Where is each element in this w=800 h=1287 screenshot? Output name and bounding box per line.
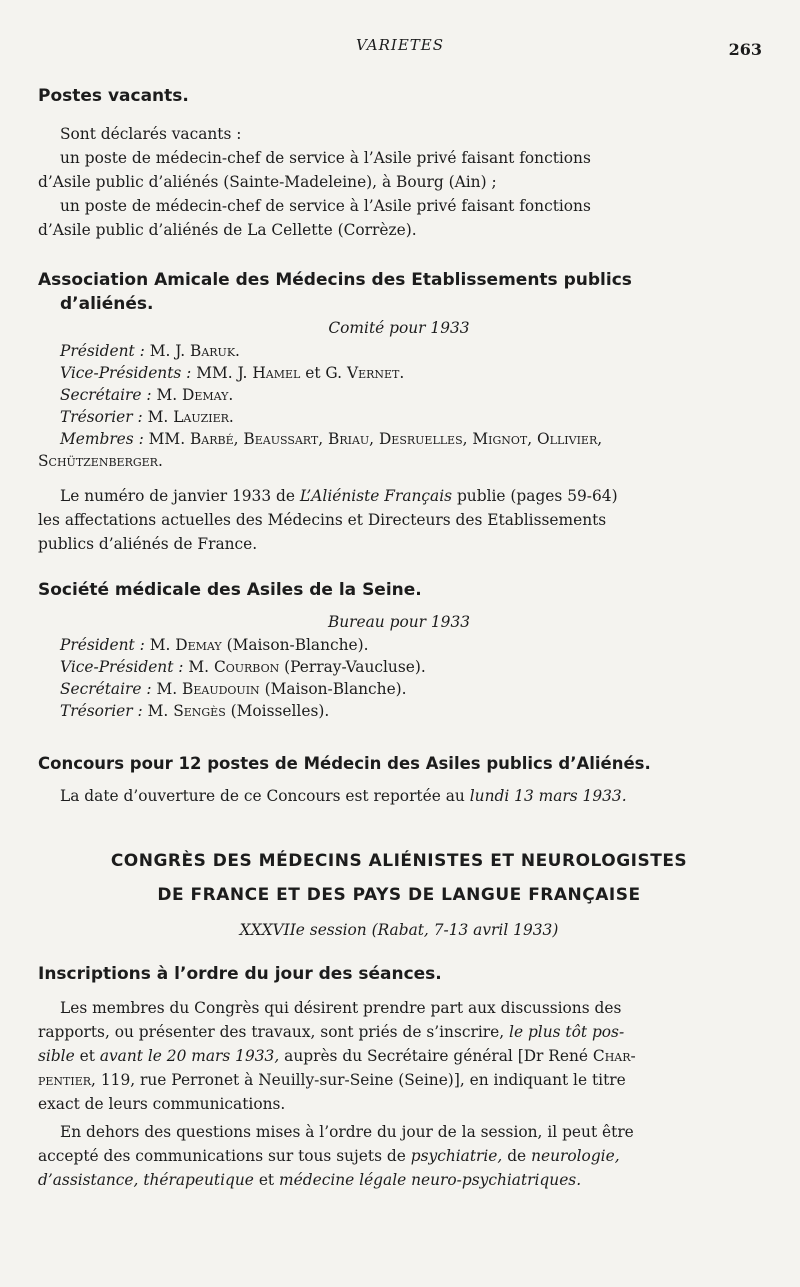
association-tresorier: Trésorier : M. Lauzier. (60, 408, 234, 426)
inscriptions-heading: Inscriptions à l’ordre du jour des séances. (38, 964, 442, 984)
societe-heading: Société médicale des Asiles de la Seine. (38, 580, 422, 600)
person-name: Demay (175, 636, 222, 654)
postes-intro: Sont déclarés vacants : (60, 125, 242, 143)
association-note-line3: publics d’aliénés de France. (38, 535, 258, 553)
association-vice-presidents: Vice-Présidents : MM. J. Hamel et G. Vernet. (60, 364, 405, 382)
role-label: Secrétaire : (60, 680, 152, 698)
concours-date: lundi 13 mars 1933. (469, 787, 627, 805)
page-content (38, 80, 760, 1192)
person-name: Beaudouin (182, 680, 260, 698)
person-name: Char- (592, 1047, 636, 1065)
person-name: Hamel (252, 364, 301, 382)
societe-vice-president: Vice-Président : M. Courbon (Perray-Vaucluse). (60, 658, 426, 676)
association-note-line2: les affectations actuelles des Médecins et Directeurs des Etablissements (38, 511, 607, 529)
postes-heading: Postes vacants. (38, 86, 189, 106)
role-label: Trésorier : (60, 702, 143, 720)
postes-item2-line1: un poste de médecin-chef de service à l’Asile privé faisant fonctions (60, 197, 591, 215)
association-membres: Membres : MM. Barbé, Beaussart, Briau, Desruelles, Mignot, Ollivier, (60, 430, 603, 448)
role-label: Vice-Président : (60, 658, 184, 676)
association-president: Président : M. J. Baruk. (60, 342, 240, 360)
role-label: Trésorier : (60, 408, 143, 426)
person-name: Sengès (173, 702, 226, 720)
inscriptions-p2-line2: accepté des communications sur tous sujets de psychiatrie, de neurologie, (38, 1147, 620, 1165)
role-label: Membres : (60, 430, 144, 448)
person-name: Demay. (182, 386, 234, 404)
concours-heading: Concours pour 12 postes de Médecin des Asiles publics d’Aliénés. (38, 754, 651, 773)
association-membres-line2: Schützenberger. (38, 452, 163, 470)
person-name: Baruk. (190, 342, 240, 360)
postes-item2-line2: d’Asile public d’aliénés de La Cellette (Corrèze). (38, 221, 417, 239)
societe-president: Président : M. Demay (Maison-Blanche). (60, 636, 369, 654)
inscriptions-p1-line1: Les membres du Congrès qui désirent prendre part aux discussions des (60, 999, 622, 1017)
person-name: pentier, (38, 1071, 96, 1089)
association-note-line1: Le numéro de janvier 1933 de L’Aliéniste Français publie (pages 59-64) (60, 487, 618, 505)
running-header: VARIETES (355, 36, 445, 54)
societe-tresorier: Trésorier : M. Sengès (Moisselles). (60, 702, 330, 720)
association-heading-line1: Association Amicale des Médecins des Etablissements publics (38, 270, 632, 290)
role-label: Président : (60, 636, 145, 654)
person-name: Lauzier. (173, 408, 234, 426)
inscriptions-p1-line5: exact de leurs communications. (38, 1095, 286, 1113)
association-subtitle: Comité pour 1933 (328, 319, 470, 337)
congres-session: XXXVIIe session (Rabat, 7-13 avril 1933) (239, 921, 559, 939)
societe-secretaire: Secrétaire : M. Beaudouin (Maison-Blanche). (60, 680, 407, 698)
person-name: Vernet. (346, 364, 405, 382)
congres-title-line2: DE FRANCE ET DES PAYS DE LANGUE FRANÇAISE (157, 885, 641, 905)
person-name: Courbon (213, 658, 280, 676)
role-label: Secrétaire : (60, 386, 152, 404)
inscriptions-p1-line4: pentier, 119, rue Perronet à Neuilly-sur-Seine (Seine)], en indiquant le titre (38, 1071, 626, 1089)
inscriptions-p2-line1: En dehors des questions mises à l’ordre du jour de la session, il peut être (60, 1123, 634, 1141)
inscriptions-p2-line3: d’assistance, thérapeutique et médecine légale neuro-psychiatriques. (38, 1171, 582, 1189)
association-secretaire: Secrétaire : M. Demay. (60, 386, 234, 404)
page-number: 263 (728, 40, 762, 59)
journal-title: L’Aliéniste Français (299, 487, 453, 505)
role-label: Président : (60, 342, 145, 360)
postes-item1-line2: d’Asile public d’aliénés (Sainte-Madeleine), à Bourg (Ain) ; (38, 173, 497, 191)
role-label: Vice-Présidents : (60, 364, 192, 382)
concours-text: La date d’ouverture de ce Concours est reportée au lundi 13 mars 1933. (60, 787, 627, 805)
postes-item1-line1: un poste de médecin-chef de service à l’Asile privé faisant fonctions (60, 149, 591, 167)
inscriptions-p1-line2: rapports, ou présenter des travaux, sont priés de s’inscrire, le plus tôt pos- (38, 1023, 625, 1041)
congres-title-line1: CONGRÈS DES MÉDECINS ALIÉNISTES ET NEUROLOGISTES (110, 851, 688, 871)
societe-subtitle: Bureau pour 1933 (327, 613, 471, 631)
association-heading-line2: d’aliénés. (60, 294, 154, 314)
person-names: Barbé, Beaussart, Briau, Desruelles, Mignot, Ollivier, (190, 430, 603, 448)
inscriptions-p1-line3: sible et avant le 20 mars 1933, auprès du Secrétaire général [Dr René Char- (38, 1047, 636, 1065)
